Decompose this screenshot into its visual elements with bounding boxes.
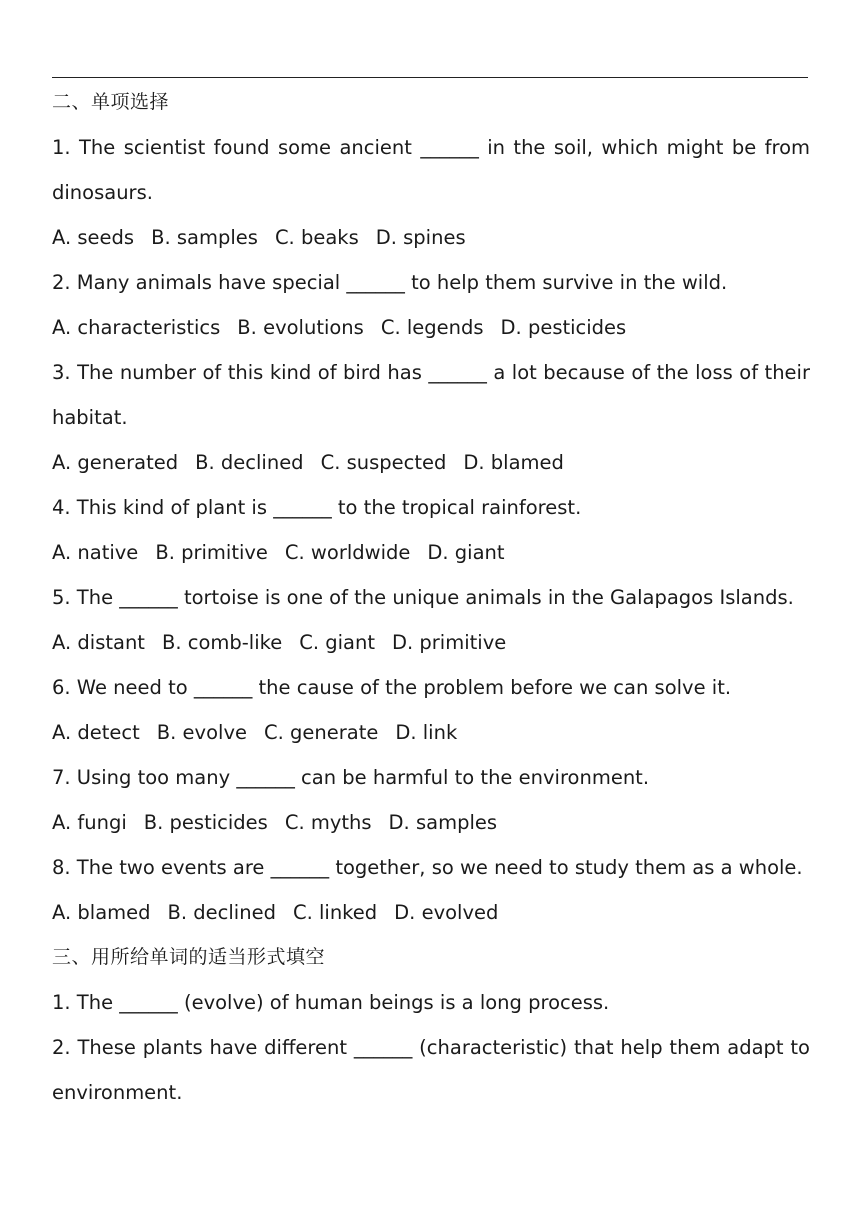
option-a: A. seeds <box>52 226 135 249</box>
section-title-fill-in: 三、用所给单词的适当形式填空 <box>52 946 326 968</box>
question-6 <box>52 665 810 755</box>
option-d: D. primitive <box>392 631 507 654</box>
option-c: C. suspected <box>320 451 447 474</box>
question-text: 4. This kind of plant is ______ to the tropical rainforest. <box>52 496 582 519</box>
answer-options <box>52 800 810 845</box>
option-b: B. declined <box>195 451 304 474</box>
answer-options <box>52 890 810 935</box>
answer-options <box>52 710 810 755</box>
question-8 <box>52 845 810 935</box>
fill-question-1 <box>52 980 810 1025</box>
option-c: C. giant <box>299 631 375 654</box>
option-c: C. legends <box>380 316 484 339</box>
answer-options <box>52 305 810 350</box>
option-c: C. beaks <box>274 226 359 249</box>
document-content <box>52 80 810 1115</box>
question-text-continued: environment. <box>52 1081 183 1104</box>
option-c: C. generate <box>263 721 379 744</box>
question-7 <box>52 755 810 845</box>
question-1 <box>52 125 810 260</box>
option-a: A. distant <box>52 631 145 654</box>
option-d: D. blamed <box>463 451 564 474</box>
question-3 <box>52 350 810 485</box>
answer-options <box>52 215 810 260</box>
option-a: A. fungi <box>52 811 127 834</box>
question-text: 6. We need to ______ the cause of the problem before we can solve it. <box>52 676 732 699</box>
option-b: B. evolutions <box>237 316 364 339</box>
option-a: A. native <box>52 541 139 564</box>
option-d: D. giant <box>427 541 505 564</box>
question-text: 2. These plants have different ______ (characteristic) that help them adapt to <box>52 1036 810 1059</box>
option-a: A. generated <box>52 451 179 474</box>
option-d: D. pesticides <box>500 316 627 339</box>
section-title-single-choice: 二、单项选择 <box>52 91 170 113</box>
question-text: 5. The ______ tortoise is one of the unique animals in the Galapagos Islands. <box>52 586 794 609</box>
option-c: C. worldwide <box>284 541 411 564</box>
question-text: 8. The two events are ______ together, so we need to study them as a whole. <box>52 856 803 879</box>
question-text-continued: habitat. <box>52 406 128 429</box>
question-text: 2. Many animals have special ______ to help them survive in the wild. <box>52 271 728 294</box>
option-b: B. pesticides <box>143 811 268 834</box>
option-d: D. link <box>395 721 458 744</box>
option-d: D. evolved <box>394 901 499 924</box>
question-text: 1. The ______ (evolve) of human beings is a long process. <box>52 991 610 1014</box>
option-d: D. samples <box>388 811 498 834</box>
question-text: 1. The scientist found some ancient ______ in the soil, which might be from <box>52 136 810 159</box>
option-b: B. comb-like <box>161 631 283 654</box>
option-b: B. primitive <box>155 541 268 564</box>
option-b: B. evolve <box>156 721 247 744</box>
option-c: C. linked <box>292 901 378 924</box>
question-4 <box>52 485 810 575</box>
header-rule <box>52 77 808 78</box>
answer-options <box>52 620 810 665</box>
option-b: B. samples <box>151 226 258 249</box>
fill-question-2 <box>52 1025 810 1115</box>
answer-options <box>52 530 810 575</box>
option-a: A. characteristics <box>52 316 221 339</box>
answer-options <box>52 440 810 485</box>
question-5 <box>52 575 810 665</box>
option-a: A. blamed <box>52 901 151 924</box>
option-b: B. declined <box>167 901 276 924</box>
question-2 <box>52 260 810 350</box>
question-text-continued: dinosaurs. <box>52 181 153 204</box>
question-text: 7. Using too many ______ can be harmful to the environment. <box>52 766 650 789</box>
option-a: A. detect <box>52 721 140 744</box>
question-text: 3. The number of this kind of bird has ______ a lot because of the loss of their <box>52 361 810 384</box>
option-d: D. spines <box>375 226 466 249</box>
option-c: C. myths <box>284 811 372 834</box>
